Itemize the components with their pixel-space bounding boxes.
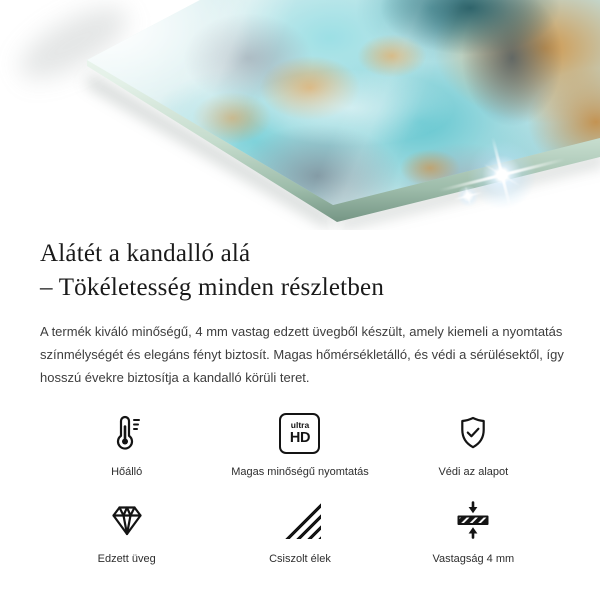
- features-grid: [40, 412, 560, 565]
- feature-tempered-glass: [40, 499, 213, 565]
- title-line-1: Alátét a kandalló alá: [40, 240, 251, 267]
- thermometer-icon: [107, 412, 147, 454]
- feature-label: Edzett üveg: [97, 553, 156, 565]
- ultra-hd-icon: [279, 412, 320, 454]
- feature-label: Vastagság 4 mm: [432, 553, 515, 565]
- feature-thickness: [387, 499, 560, 565]
- content-area: [0, 237, 600, 565]
- ultra-hd-badge-top: ultra: [290, 420, 310, 430]
- title-line-2: – Tökéletesség minden részletben: [40, 274, 385, 301]
- shield-check-icon: [453, 412, 493, 454]
- product-image: [0, 0, 600, 230]
- feature-label: Védi az alapot: [438, 466, 509, 478]
- ultra-hd-badge-bottom: HD: [289, 429, 311, 446]
- feature-print-quality: [213, 412, 386, 478]
- feature-polished-edges: [213, 499, 386, 565]
- polished-edges-icon: [279, 499, 321, 541]
- feature-protects-base: [387, 412, 560, 478]
- feature-heat-resistant: [40, 412, 213, 478]
- diamond-icon: [107, 499, 147, 541]
- thickness-4mm-icon: [453, 499, 493, 541]
- feature-label: Hőálló: [111, 466, 143, 478]
- feature-label: Magas minőségű nyomtatás: [231, 466, 369, 478]
- feature-label: Csiszolt élek: [269, 553, 331, 565]
- product-description-text: A termék kiváló minőségű, 4 mm vastag edzett üvegből készült, amely kiemeli a nyomtatás színmélységét és elegáns fényt biztosít. Magas hőmérsékletálló, és védi a sérülésektől, így hosszú évekre biztosítja a kandalló körüli teret.: [40, 324, 564, 385]
- page-title: [40, 237, 560, 305]
